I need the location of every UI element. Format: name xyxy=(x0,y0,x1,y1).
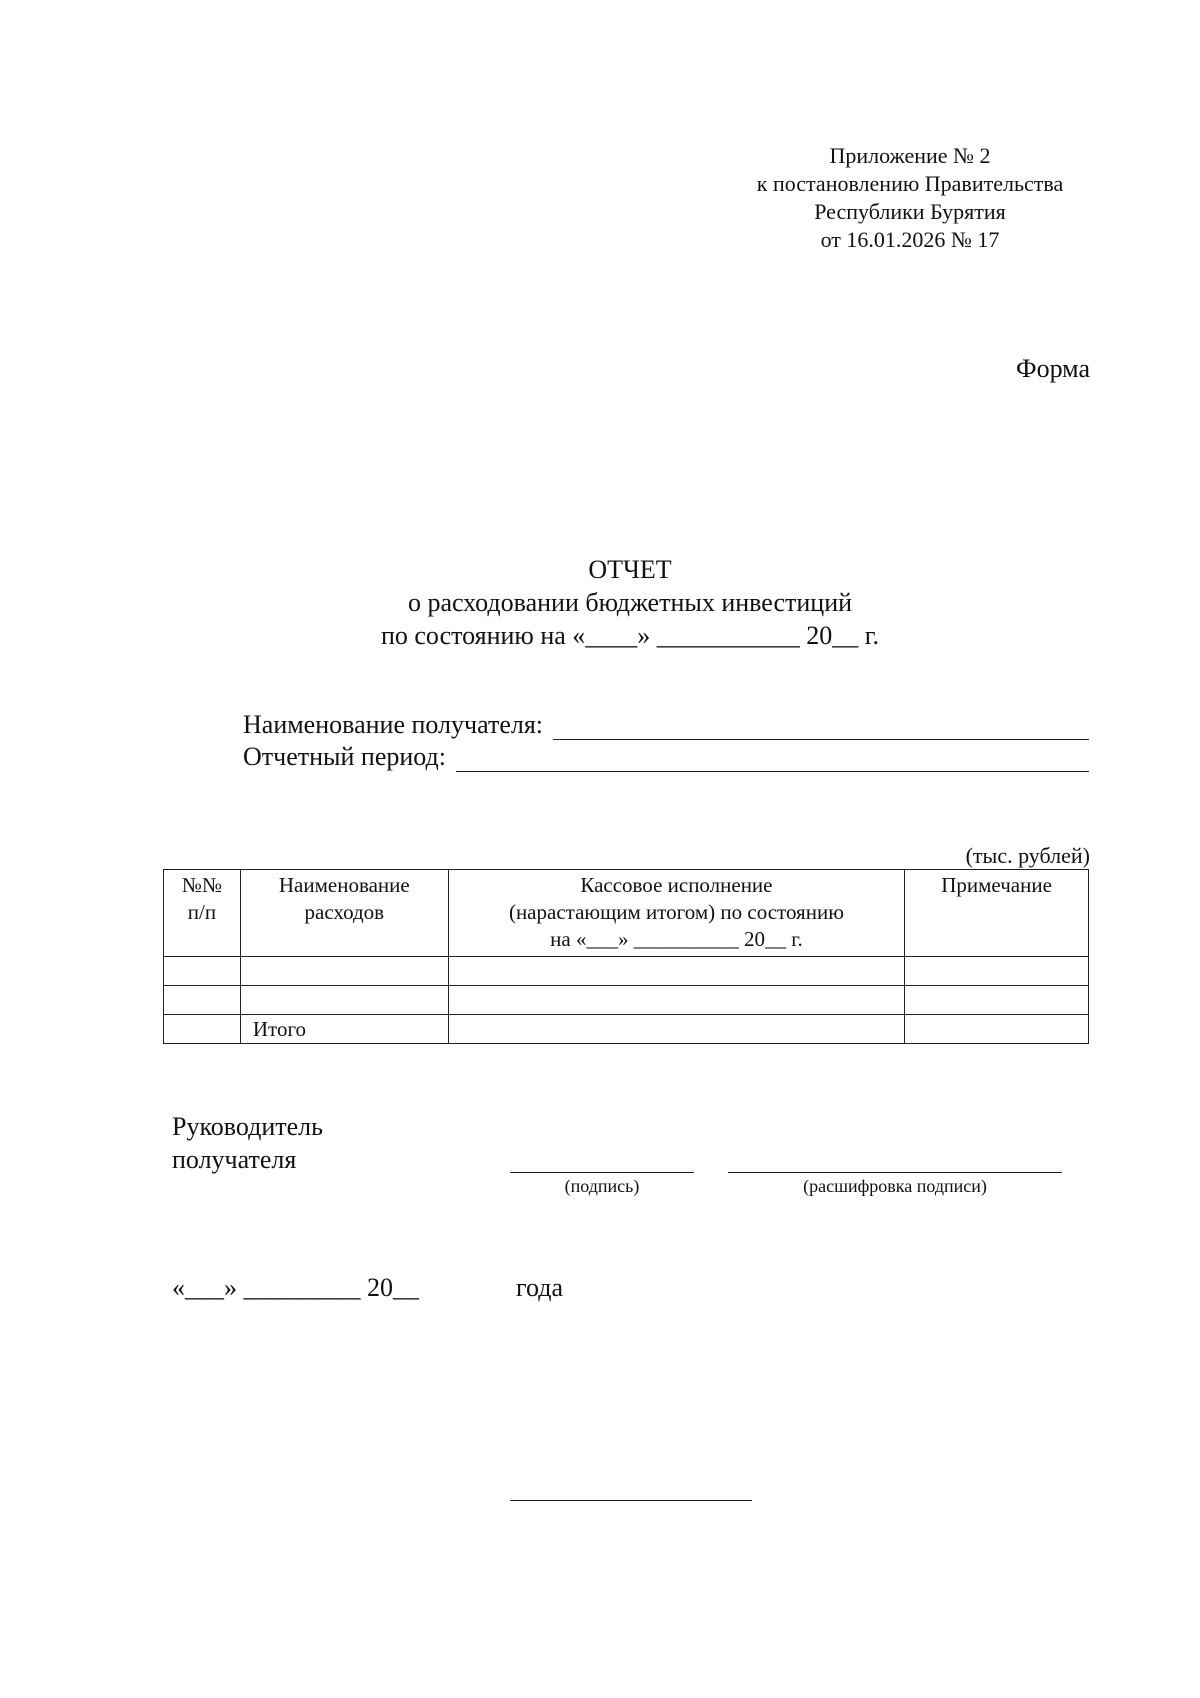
table-cell xyxy=(164,1015,241,1044)
form-label: Форма xyxy=(1016,354,1090,383)
units-label: (тыс. рублей) xyxy=(965,843,1090,868)
signature-decode-caption: (расшифровка подписи) xyxy=(803,1176,987,1196)
date-year-word: года xyxy=(516,1273,564,1302)
appendix-line-2: к постановлению Правительства xyxy=(756,171,1064,196)
expenditure-table xyxy=(163,869,1089,1044)
total-label: Итого xyxy=(240,1015,448,1044)
title-line-1: ОТЧЕТ xyxy=(588,555,672,584)
title-line-3: по состоянию на «____» ___________ 20__ г. xyxy=(380,621,880,650)
table-cell xyxy=(448,986,904,1015)
header-cash-line-1: Кассовое исполнение xyxy=(580,873,773,897)
period-line xyxy=(456,749,1089,772)
header-num xyxy=(164,870,241,957)
table-cell xyxy=(448,957,904,986)
bottom-line xyxy=(510,1500,752,1501)
header-cash-line-2: (нарастающим итогом) по состоянию xyxy=(508,900,844,924)
table-cell xyxy=(905,986,1089,1015)
recipient-line xyxy=(553,717,1089,740)
report-title xyxy=(300,553,960,652)
header-note-line-1: Примечание xyxy=(941,873,1052,897)
period-label: Отчетный период: xyxy=(243,742,446,771)
appendix-block xyxy=(740,142,1080,254)
header-cash xyxy=(448,870,904,957)
head-label xyxy=(172,1110,323,1176)
signature-line xyxy=(510,1172,694,1173)
appendix-line-1: Приложение № 2 xyxy=(829,143,991,168)
head-label-line-2: получателя xyxy=(172,1145,297,1174)
header-name-line-2: расходов xyxy=(304,900,385,924)
table-row xyxy=(164,957,1089,986)
total-row xyxy=(164,1015,1089,1044)
header-num-line-1: №№ xyxy=(181,873,222,897)
table-header-row xyxy=(164,870,1089,957)
table-cell xyxy=(240,986,448,1015)
title-line-2: о расходовании бюджетных инвестиций xyxy=(407,588,853,617)
table-row xyxy=(164,986,1089,1015)
appendix-line-3: Республики Бурятия xyxy=(814,199,1006,224)
table-cell xyxy=(905,1015,1089,1044)
table-cell xyxy=(164,986,241,1015)
header-name-line-1: Наименование xyxy=(278,873,410,897)
signature-decode-line xyxy=(728,1172,1062,1173)
table-cell xyxy=(905,957,1089,986)
appendix-line-4: от 16.01.2026 № 17 xyxy=(820,227,1000,252)
table-cell xyxy=(240,957,448,986)
signature-caption: (подпись) xyxy=(564,1176,640,1196)
head-label-line-1: Руководитель xyxy=(172,1112,323,1141)
recipient-label: Наименование получателя: xyxy=(243,710,544,739)
date-line: «___» _________ 20__ xyxy=(172,1273,419,1302)
header-num-line-2: п/п xyxy=(187,900,217,924)
table-cell xyxy=(164,957,241,986)
header-note xyxy=(905,870,1089,957)
table-cell xyxy=(448,1015,904,1044)
period-field xyxy=(243,742,1089,772)
header-name xyxy=(240,870,448,957)
recipient-field xyxy=(243,710,1089,740)
header-cash-line-3: на «___» __________ 20__ г. xyxy=(550,927,803,951)
